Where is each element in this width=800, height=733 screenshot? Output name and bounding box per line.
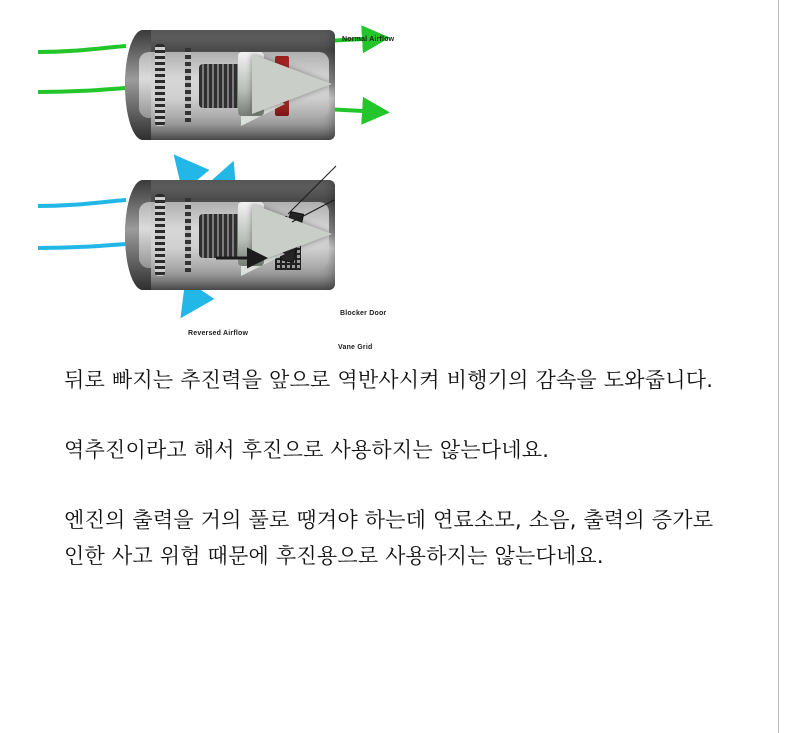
engine-cutaway-top: [30, 10, 430, 160]
page-right-gutter: [778, 0, 800, 733]
thrust-reverser-figure: [0, 0, 778, 350]
paragraph-1: 뒤로 빠지는 추진력을 앞으로 역반사시켜 비행기의 감속을 도와줍니다.: [64, 368, 714, 392]
label-blocker-door: Blocker Door: [340, 310, 387, 317]
label-vane-grid: Vane Grid: [338, 344, 373, 351]
paragraph-3: 엔진의 출력을 거의 풀로 땡겨야 하는데 연료소모, 소음, 출력의 증가로 인한 사고 위험 때문에 후진용으로 사용하지는 않는다네요.: [64, 508, 714, 568]
exhaust-cone: [252, 54, 332, 114]
paragraph-2: 역추진이라고 해서 후진으로 사용하지는 않는다네요.: [64, 438, 550, 462]
article-body: [64, 362, 714, 574]
engine-reversed-airflow: [30, 160, 430, 351]
label-reversed-airflow: Reversed Airflow: [188, 330, 249, 337]
fan-blades: [155, 44, 165, 126]
label-normal-airflow: Normal Airflow: [342, 36, 395, 43]
stator-vanes: [185, 48, 191, 122]
engine-normal-airflow: [30, 10, 430, 160]
label-leader-lines: [30, 160, 450, 380]
